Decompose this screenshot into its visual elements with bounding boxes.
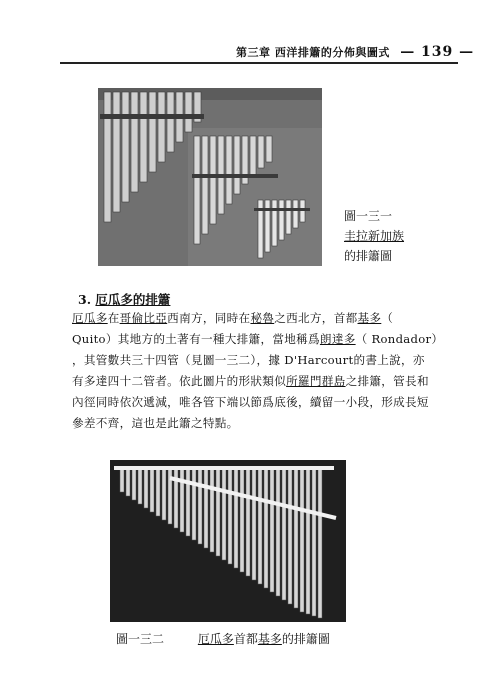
text-run: 在	[107, 311, 120, 325]
text-run: 之排簫，管長和	[345, 374, 429, 388]
panpipes-image	[98, 88, 322, 266]
place-name: 所羅門群島	[286, 374, 346, 388]
place-name: 基多	[257, 632, 282, 646]
paragraph-line	[72, 413, 444, 434]
figure-131-caption-line1: 圭拉新加族	[344, 229, 405, 243]
rondador-image	[110, 460, 346, 622]
paragraph-line	[72, 308, 444, 329]
figure-132-label: 圖一三二	[116, 632, 165, 646]
section-title: 厄瓜多的排簫	[95, 292, 171, 307]
paragraph-line	[72, 371, 444, 392]
page-number: — 139 —	[400, 44, 475, 60]
figure-132-photo	[110, 460, 346, 622]
text-run: 內徑同時依次遞減，唯各管下端以節爲底後，續留一小段，形成長短	[72, 395, 429, 409]
figure-131-caption-line2: 的排簫圖	[344, 249, 393, 263]
text-run: （	[381, 311, 394, 325]
place-name: 厄瓜多	[197, 632, 234, 646]
text-run: （ Rondador）	[355, 332, 444, 346]
place-name: 哥倫比亞	[119, 311, 168, 325]
text-run: 之西北方，首都	[274, 311, 358, 325]
header-rule	[60, 62, 458, 64]
place-name: 厄瓜多	[72, 311, 108, 325]
place-name: 秘魯	[250, 311, 275, 325]
paragraph-line	[72, 350, 444, 371]
paragraph-line	[72, 392, 444, 413]
text-run: 參差不齊，這也是此簫之特點。	[72, 416, 239, 430]
figure-132-caption	[116, 630, 330, 647]
body-paragraph	[72, 308, 444, 434]
figure-131-photo	[98, 88, 322, 266]
text-run: Quito）其地方的土著有一種大排簫，當地稱爲	[72, 332, 320, 346]
text-run: 首都	[233, 632, 258, 646]
text-run: 西南方，同時在	[167, 311, 251, 325]
text-run: ，其管數共三十四管（見圖一三二），據 D'Harcourt的書上說，亦	[72, 353, 425, 367]
section-heading	[78, 290, 170, 308]
text-run: 有多達四十二管者。依此圖片的形狀類似	[72, 374, 287, 388]
running-header	[236, 44, 475, 62]
figure-131-caption	[344, 206, 454, 266]
instrument-name: 朗達多	[319, 332, 356, 346]
section-number: 3.	[78, 292, 92, 307]
figure-131-label: 圖一三一	[344, 209, 393, 223]
text-run: 的排簫圖	[281, 632, 330, 646]
paragraph-line	[72, 329, 444, 350]
chapter-title: 第三章 西洋排簫的分佈與圖式	[236, 46, 390, 59]
place-name: 基多	[357, 311, 382, 325]
